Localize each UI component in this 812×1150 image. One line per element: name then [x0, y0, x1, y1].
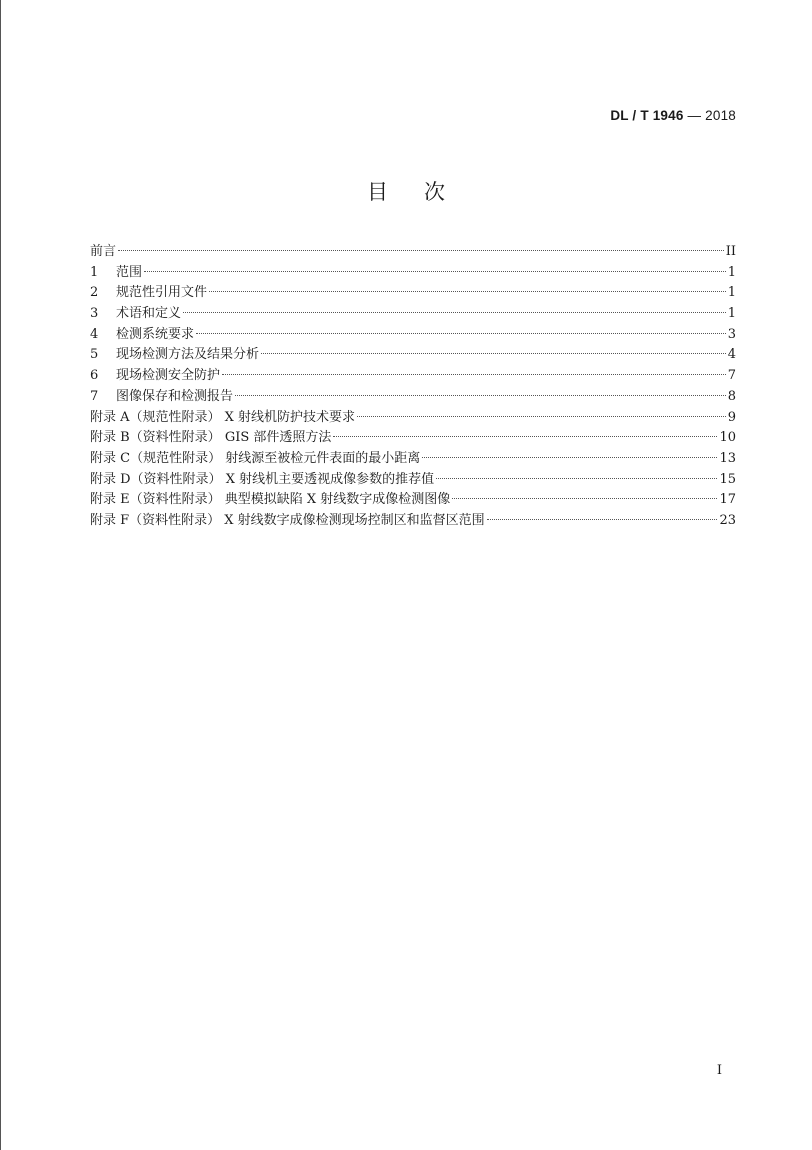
toc-entry[interactable]: [90, 263, 736, 284]
toc-entry-page: 23: [719, 512, 736, 528]
toc-entry-page: 9: [727, 409, 736, 425]
toc-entry[interactable]: [90, 490, 736, 511]
toc-entry-text: 附录 B（资料性附录） GIS 部件透照方法: [90, 430, 332, 446]
toc-leader-dots: [333, 435, 717, 437]
toc-entry-label: [90, 408, 355, 429]
toc-entry-number: 3: [90, 306, 99, 322]
toc-leader-dots: [487, 518, 718, 520]
toc-entry-label: [90, 242, 116, 263]
toc-leader-dots: [235, 394, 726, 396]
toc-entry[interactable]: [90, 408, 736, 429]
toc-entry-page: 7: [727, 368, 736, 384]
toc-entry-label: [90, 345, 259, 366]
toc-entry[interactable]: [90, 242, 736, 263]
toc-entry-page: II: [725, 244, 736, 259]
toc-entry-text: 前言: [90, 244, 117, 259]
toc-entry-page: 13: [719, 450, 736, 466]
toc-entry-text: 范围: [116, 264, 143, 280]
toc-leader-dots: [422, 456, 717, 458]
toc-entry-page: 4: [727, 347, 736, 363]
toc-entry-text: 检测系统要求: [116, 326, 195, 342]
toc-title: 目次: [367, 180, 481, 204]
toc-entry-number: 1: [90, 264, 99, 280]
toc-entry[interactable]: [90, 449, 736, 470]
toc-leader-dots: [196, 332, 726, 334]
toc-entry[interactable]: [90, 283, 736, 304]
toc-entry[interactable]: [90, 428, 736, 449]
toc-entry-text: 现场检测安全防护: [116, 368, 221, 384]
toc-leader-dots: [144, 270, 726, 272]
toc-leader-dots: [209, 290, 726, 292]
toc-entry-label: [90, 263, 142, 284]
toc-entry-label: [90, 387, 233, 408]
toc-entry-label: [90, 366, 220, 387]
toc-entry-text: 附录 D（资料性附录） X 射线机主要透视成像参数的推荐值: [90, 471, 435, 487]
toc-entry-label: [90, 283, 207, 304]
toc-entry-text: 规范性引用文件: [116, 285, 208, 301]
toc-entry[interactable]: [90, 387, 736, 408]
toc-entry-number: 2: [90, 285, 99, 301]
toc-entry-number: 5: [90, 347, 99, 363]
toc-leader-dots: [183, 311, 726, 313]
document-code-year: — 2018: [683, 108, 736, 123]
toc-entry-page: 1: [727, 285, 736, 301]
toc-entry-text: 现场检测方法及结果分析: [116, 347, 260, 363]
toc-leader-dots: [436, 477, 717, 479]
toc-entry-page: 10: [719, 430, 736, 446]
toc-entry[interactable]: [90, 511, 736, 532]
toc-entry[interactable]: [90, 470, 736, 491]
toc-entry-label: [90, 428, 331, 449]
toc-entry[interactable]: [90, 345, 736, 366]
toc-entry-page: 1: [727, 306, 736, 322]
page-edge: [0, 0, 1, 1150]
toc-entry-label: [90, 325, 194, 346]
toc-entry-text: 附录 A（规范性附录） X 射线机防护技术要求: [90, 409, 356, 425]
toc-entry-label: [90, 304, 181, 325]
toc-entry-page: 17: [719, 492, 736, 508]
toc-entry-text: 附录 E（资料性附录） 典型模拟缺陷 X 射线数字成像检测图像: [90, 492, 451, 508]
toc-entry-page: 15: [719, 471, 736, 487]
toc-leader-dots: [222, 373, 726, 375]
page-number: I: [716, 1063, 722, 1078]
toc-entry-label: [90, 470, 434, 491]
toc-entry[interactable]: [90, 366, 736, 387]
toc-entry-text: 术语和定义: [116, 306, 182, 322]
toc-entry-number: 6: [90, 368, 99, 384]
toc-entry-number: 7: [90, 388, 99, 404]
toc-entry[interactable]: [90, 325, 736, 346]
toc-leader-dots: [357, 415, 726, 417]
toc-entry-text: 附录 C（规范性附录） 射线源至被检元件表面的最小距离: [90, 450, 421, 466]
toc-leader-dots: [452, 497, 717, 499]
document-code-number: DL / T 1946: [610, 108, 684, 123]
toc-entry-label: [90, 511, 485, 532]
toc-entry-label: [90, 449, 420, 470]
toc-entry-page: 1: [727, 264, 736, 280]
toc-entry-text: 图像保存和检测报告: [116, 388, 234, 404]
toc-entry-text: 附录 F（资料性附录） X 射线数字成像检测现场控制区和监督区范围: [90, 512, 485, 528]
toc-leader-dots: [261, 352, 726, 354]
toc-entry-label: [90, 490, 450, 511]
toc-entry-number: 4: [90, 326, 99, 342]
toc-leader-dots: [118, 249, 724, 251]
toc-entry-page: 3: [727, 326, 736, 342]
table-of-contents: [90, 242, 736, 532]
toc-entry-page: 8: [727, 388, 736, 404]
toc-entry[interactable]: [90, 304, 736, 325]
document-code: [610, 108, 736, 123]
